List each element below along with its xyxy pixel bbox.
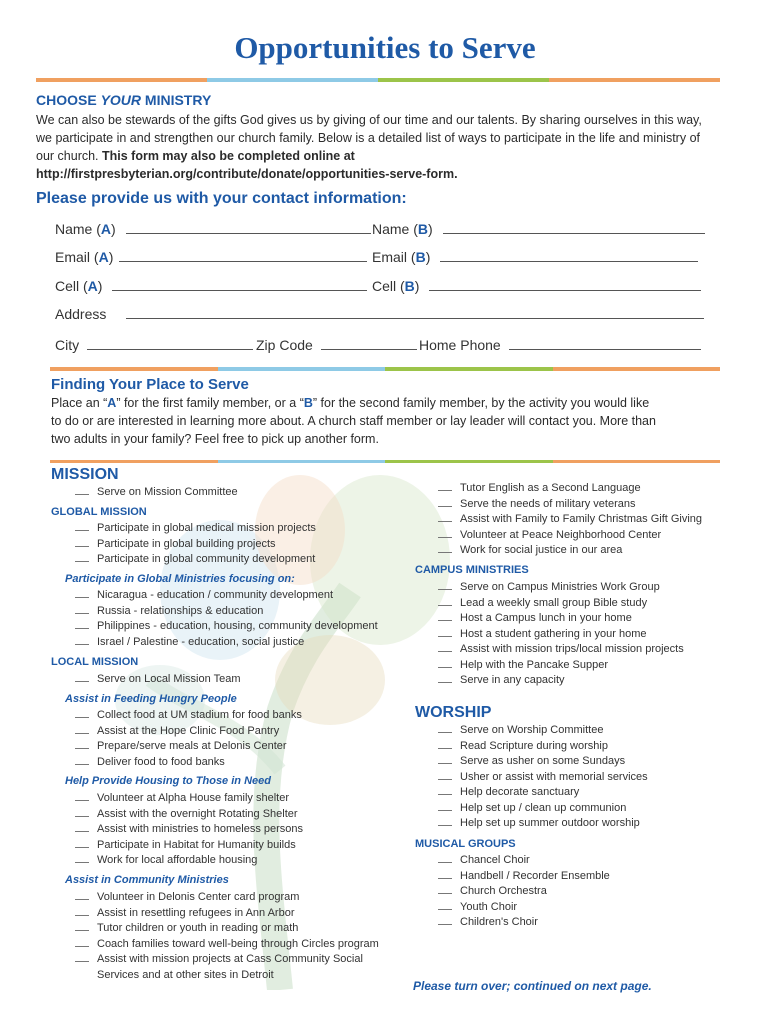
list-item[interactable]: Read Scripture during worship [438, 739, 648, 755]
list-item[interactable]: Help set up / clean up communion [438, 801, 648, 817]
mid-divider [50, 367, 720, 371]
list-item[interactable]: Assist in resettling refugees in Ann Arbor [75, 906, 379, 922]
list-item[interactable]: Israel / Palestine - education, social justice [75, 635, 378, 651]
list-item[interactable]: Serve on Campus Ministries Work Group [438, 580, 684, 596]
home-phone-field[interactable]: Home Phone [419, 337, 701, 353]
worship-list [438, 723, 648, 832]
name-b-field[interactable]: Name (B) [372, 221, 705, 237]
list-item[interactable]: Serve on Worship Committee [438, 723, 648, 739]
list-item[interactable]: Assist with mission trips/local mission projects [438, 642, 684, 658]
list-item[interactable]: Children's Choir [438, 915, 610, 931]
footer-note: Please turn over; continued on next page. [413, 979, 652, 993]
name-a-field[interactable]: Name (A) [55, 221, 371, 237]
hunger-heading: Assist in Feeding Hungry People [65, 693, 237, 705]
list-item[interactable]: Serve on Mission Committee [75, 485, 238, 501]
cell-a-field[interactable]: Cell (A) [55, 278, 367, 294]
list-item[interactable]: Usher or assist with memorial services [438, 770, 648, 786]
cell-b-field[interactable]: Cell (B) [372, 278, 701, 294]
contact-heading: Please provide us with your contact information: [36, 190, 407, 207]
list-item[interactable]: Serve as usher on some Sundays [438, 754, 648, 770]
list-item[interactable]: Church Orchestra [438, 884, 610, 900]
community-list [75, 890, 379, 983]
address-field[interactable]: Address [55, 306, 704, 322]
mission-heading: MISSION [51, 466, 119, 483]
global-ministries-heading: Participate in Global Ministries focusing on: [65, 573, 295, 585]
list-item[interactable]: Participate in Habitat for Humanity builds [75, 838, 303, 854]
top-divider [36, 78, 720, 82]
list-item[interactable]: Help set up summer outdoor worship [438, 816, 648, 832]
list-item[interactable]: Assist at the Hope Clinic Food Pantry [75, 724, 302, 740]
list-item[interactable]: Participate in global community development [75, 552, 316, 568]
campus-ministries-heading: CAMPUS MINISTRIES [415, 564, 529, 576]
list-item[interactable]: Host a Campus lunch in your home [438, 611, 684, 627]
mission-list-continued [438, 481, 702, 559]
list-item[interactable]: Youth Choir [438, 900, 610, 916]
choose-heading: CHOOSE YOUR MINISTRY [36, 92, 212, 108]
list-item[interactable]: Nicaragua - education / community development [75, 588, 378, 604]
list-item[interactable]: Handbell / Recorder Ensemble [438, 869, 610, 885]
community-heading: Assist in Community Ministries [65, 874, 229, 886]
musical-groups-heading: MUSICAL GROUPS [415, 838, 516, 850]
list-item[interactable]: Assist with Family to Family Christmas Gift Giving [438, 512, 702, 528]
list-item[interactable]: Help decorate sanctuary [438, 785, 648, 801]
list-item[interactable]: Work for social justice in our area [438, 543, 702, 559]
list-item-continuation: Services and at other sites in Detroit [97, 968, 274, 981]
list-item[interactable]: Assist with the overnight Rotating Shelter [75, 807, 303, 823]
list-item[interactable]: Serve in any capacity [438, 673, 684, 689]
list-item[interactable]: Volunteer at Alpha House family shelter [75, 791, 303, 807]
list-item[interactable]: Volunteer at Peace Neighborhood Center [438, 528, 702, 544]
list-item[interactable]: Deliver food to food banks [75, 755, 302, 771]
music-list [438, 853, 610, 931]
finding-paragraph: Place an “A” for the first family member, or a “B” for the second family member, by the activity you would like to do or are interested in learning more about. A church staff member or lay leader will contact you. More than two adults in your family? Feel free to pick up another form. [51, 396, 656, 446]
list-item[interactable]: Assist with mission projects at Cass Community Social [75, 952, 379, 968]
list-item[interactable]: Coach families toward well-being through Circles program [75, 937, 379, 953]
list-item[interactable]: Lead a weekly small group Bible study [438, 596, 684, 612]
global-mission-heading: GLOBAL MISSION [51, 506, 147, 518]
list-item[interactable]: Work for local affordable housing [75, 853, 303, 869]
list-item[interactable]: Collect food at UM stadium for food banks [75, 708, 302, 724]
global-ministries-list [75, 588, 378, 650]
global-mission-list [75, 521, 316, 568]
list-item[interactable]: Participate in global medical mission projects [75, 521, 316, 537]
hunger-list [75, 708, 302, 770]
list-item[interactable]: Prepare/serve meals at Delonis Center [75, 739, 302, 755]
list-item[interactable]: Volunteer in Delonis Center card program [75, 890, 379, 906]
finding-heading: Finding Your Place to Serve [51, 376, 249, 393]
housing-list [75, 791, 303, 869]
list-item[interactable]: Serve the needs of military veterans [438, 497, 702, 513]
list-item[interactable]: Help with the Pancake Supper [438, 658, 684, 674]
list-item[interactable]: Assist with ministries to homeless persons [75, 822, 303, 838]
list-item[interactable]: Tutor children or youth in reading or math [75, 921, 379, 937]
lower-divider [50, 460, 720, 463]
local-mission-heading: LOCAL MISSION [51, 656, 139, 668]
list-item[interactable]: Tutor English as a Second Language [438, 481, 702, 497]
zip-field[interactable]: Zip Code [256, 337, 417, 353]
list-item[interactable]: Host a student gathering in your home [438, 627, 684, 643]
city-field[interactable]: City [55, 337, 253, 353]
list-item[interactable]: Participate in global building projects [75, 537, 316, 553]
list-item[interactable]: Serve on Local Mission Team [75, 672, 240, 688]
email-a-field[interactable]: Email (A) [55, 249, 367, 265]
campus-list [438, 580, 684, 689]
housing-heading: Help Provide Housing to Those in Need [65, 775, 271, 787]
list-item[interactable]: Russia - relationships & education [75, 604, 378, 620]
list-item[interactable]: Chancel Choir [438, 853, 610, 869]
page-title: Opportunities to Serve [234, 30, 536, 65]
worship-heading: WORSHIP [415, 704, 492, 721]
email-b-field[interactable]: Email (B) [372, 249, 698, 265]
list-item[interactable]: Philippines - education, housing, community development [75, 619, 378, 635]
choose-paragraph: We can also be stewards of the gifts God gives us by giving of our time and our talents. By sharing ourselves in this way, we participate in and strengthen our church family. Below is a detailed list of ways to participate in the life and ministry of our church. This form may also be completed online at http://firstpresbyterian.org/contribute/donate/opportunities-serve-form. [36, 113, 702, 181]
